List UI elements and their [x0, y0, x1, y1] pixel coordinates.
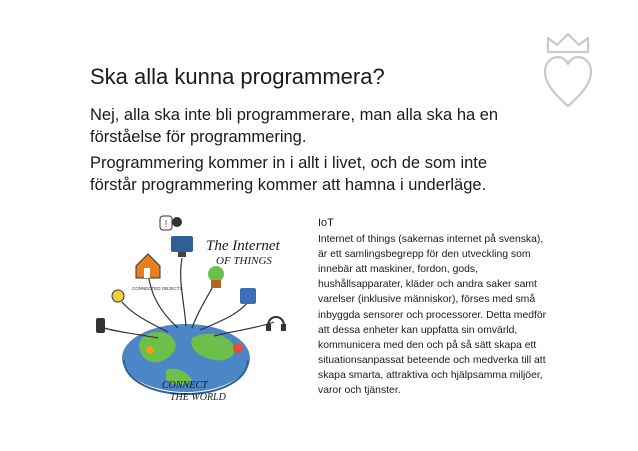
- slide-title: Ska alla kunna programmera?: [90, 64, 385, 89]
- iot-heading: IoT: [318, 217, 334, 229]
- paragraph-2: Programmering kommer in i allt i livet, och de som inte förstår programmering kommer att hamna i underläge.: [90, 154, 488, 194]
- bulb-icon: [112, 290, 124, 302]
- shirt-icon: [240, 288, 256, 304]
- svg-text:!: !: [164, 219, 168, 230]
- illustration-footer-1: CONNECT: [162, 380, 208, 391]
- phone-icon: [96, 318, 105, 333]
- illustration-heading-2: OF THINGS: [216, 255, 272, 267]
- crown-heart-logo: [540, 28, 596, 112]
- person-icon: [172, 217, 182, 227]
- illustration-footer-2: THE WORLD: [170, 392, 226, 403]
- crown-icon: [548, 34, 588, 52]
- iot-body: Internet of things (sakernas internet på svenska), är ett samlingsbegrepp för den utveckling som innebär att maskiner, fordon, gods, hushållsapparater, kläder och andra saker samt varelser (inklusive människor), förses med små inbyggda sensorer och processorer. Detta medför att dessa enheter kan uppfatta sin omvärld, kommunicera med den och på så sätt skapa ett situationsanpassat beteende och medverka till att skapa smarta, attraktiva och hjälpsamma miljöer, varor och tjänster.: [318, 234, 547, 397]
- heart-icon: [545, 57, 591, 106]
- svg-text:CONNECTED OBJECTS: CONNECTED OBJECTS: [132, 286, 183, 291]
- car-icon: [233, 343, 243, 353]
- illustration-heading-1: The Internet: [206, 238, 280, 254]
- internet-of-things-illustration: [88, 210, 303, 410]
- iot-description: [318, 216, 550, 398]
- paragraph-1: Nej, alla ska inte bli programmerare, man alla ska ha en förståelse för programmering.: [90, 106, 499, 146]
- plant-icon: [208, 266, 224, 282]
- computer-icon: [171, 236, 193, 252]
